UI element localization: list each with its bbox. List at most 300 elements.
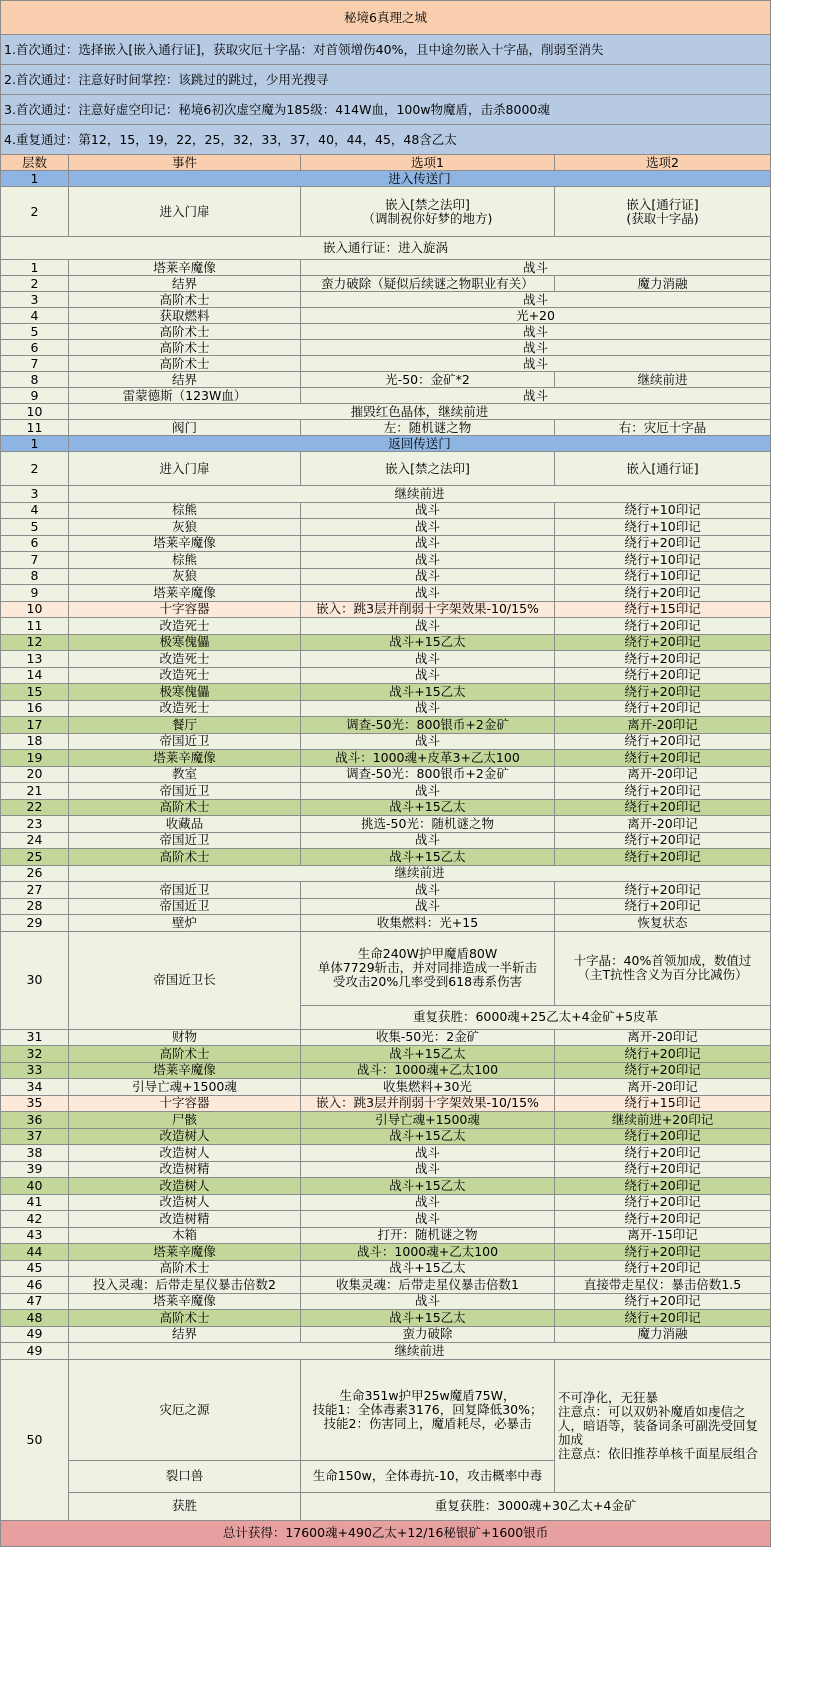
event-cell: 收藏品 [69,816,301,833]
floor-cell: 1 [1,171,69,187]
option1-cell: 战斗 [301,388,771,404]
table-row [1,535,771,552]
table-row [1,585,771,602]
option1-cell: 蛮力破除（疑似后续谜之物职业有关） [301,276,555,292]
table-row [1,915,771,932]
floor-cell: 15 [1,684,69,701]
event-cell: 改造树人 [69,1194,301,1211]
floor-cell: 44 [1,1244,69,1261]
option1-cell: 战斗 [301,340,771,356]
portal-enter-label: 进入传送门 [69,171,771,187]
event-cell: 高阶术士 [69,1310,301,1327]
event-cell: 帝国近卫 [69,898,301,915]
table-row [1,1211,771,1228]
table-row [1,766,771,783]
boss-row-source [1,1359,771,1460]
event-cell: 继续前进 [69,1343,771,1360]
option1-cell: 战斗：1000魂+乙太100 [301,1244,555,1261]
note-2: 2.首次通过：注意好时间掌控：该跳过的跳过，少用光搜寻 [1,65,771,95]
event-cell: 壁炉 [69,915,301,932]
option2-cell: 绕行+20印记 [555,832,771,849]
option1-cell: 打开：随机谜之物 [301,1227,555,1244]
event-cell: 获胜 [69,1492,301,1520]
table-row [1,799,771,816]
floor-cell: 12 [1,634,69,651]
option1-cell: 战斗 [301,667,555,684]
option2-cell: 绕行+10印记 [555,552,771,569]
table-row [1,404,771,420]
event-cell: 结界 [69,1326,301,1343]
table-row [1,276,771,292]
event-cell: 塔莱辛魔像 [69,750,301,767]
table-row [1,1227,771,1244]
option1-cell: 战斗 [301,1211,555,1228]
table-row [1,292,771,308]
floor-cell: 1 [1,436,69,452]
option1-cell: 战斗 [301,700,555,717]
floor-cell: 11 [1,618,69,635]
option2-cell: 继续前进+20印记 [555,1112,771,1129]
option2-cell: 绕行+20印记 [555,733,771,750]
floor-cell: 3 [1,486,69,503]
option1-cell: 战斗+15乙太 [301,1178,555,1195]
option1-cell: 战斗 [301,292,771,308]
option2-cell: 绕行+20印记 [555,849,771,866]
option2-cell: 绕行+20印记 [555,898,771,915]
boss-stats: 生命351w护甲25w魔盾75W， 技能1：全体毒素3176，回复降低30%； 技能2：伤害同上，魔盾耗尽，必暴击 [301,1359,555,1460]
floor-cell: 36 [1,1112,69,1129]
table-row [1,1079,771,1096]
floor-cell: 41 [1,1194,69,1211]
event-cell: 极寒傀儡 [69,634,301,651]
floor-cell: 2 [1,187,69,237]
floor-cell: 4 [1,308,69,324]
table-row [1,420,771,436]
event-cell: 改造树精 [69,1211,301,1228]
floor-cell: 13 [1,651,69,668]
option2-cell: 魔力消融 [555,276,771,292]
option2-cell: 绕行+20印记 [555,783,771,800]
floor-cell: 18 [1,733,69,750]
option1-cell: 战斗 [301,1194,555,1211]
table-row [1,1343,771,1360]
event-cell: 塔莱辛魔像 [69,585,301,602]
floor-cell: 42 [1,1211,69,1228]
event-cell: 灰狼 [69,519,301,536]
option1-cell: 战斗：1000魂+皮革3+乙太100 [301,750,555,767]
option2-cell: 离开-20印记 [555,1079,771,1096]
floor-cell: 50 [1,1359,69,1520]
floor-cell: 8 [1,372,69,388]
option2-cell: 绕行+10印记 [555,502,771,519]
option2-cell: 继续前进 [555,372,771,388]
floor-cell: 20 [1,766,69,783]
floor-cell: 16 [1,700,69,717]
option1-cell: 战斗 [301,324,771,340]
boss-reward-row [1,1492,771,1520]
floor-cell: 5 [1,519,69,536]
option2-cell: 绕行+20印记 [555,634,771,651]
floor-cell: 3 [1,292,69,308]
table-row [1,1326,771,1343]
event-cell: 阀门 [69,420,301,436]
boss-reward: 重复获胜：3000魂+30乙太+4金矿 [301,1492,771,1520]
option2-cell: 绕行+20印记 [555,651,771,668]
event-cell: 塔莱辛魔像 [69,260,301,276]
option1-cell: 战斗 [301,585,555,602]
event-cell: 棕熊 [69,552,301,569]
floor-cell: 8 [1,568,69,585]
option1-cell: 嵌入：跳3层并削弱十字架效果-10/15% [301,601,555,618]
option2-cell: 右：灾厄十字晶 [555,420,771,436]
floor-cell: 31 [1,1029,69,1046]
floor-cell: 11 [1,420,69,436]
boss-reward: 重复获胜：6000魂+25乙太+4金矿+5皮革 [301,1005,771,1029]
option1-cell: 光+20 [301,308,771,324]
header-option2: 选项2 [555,155,771,171]
floor-cell: 17 [1,717,69,734]
option2-cell: 绕行+15印记 [555,601,771,618]
floor-cell: 28 [1,898,69,915]
event-cell: 改造树人 [69,1128,301,1145]
note-4: 4.重复通过：第12，15，19，22，25，32，33，37，40，44，45，48含乙太 [1,125,771,155]
event-cell: 财物 [69,1029,301,1046]
option2-cell: 绕行+20印记 [555,1128,771,1145]
option2-cell: 绕行+20印记 [555,618,771,635]
event-cell: 帝国近卫 [69,783,301,800]
floor-cell: 19 [1,750,69,767]
floor-cell: 2 [1,452,69,486]
option1-cell: 收集灵魂：后带走星仪暴击倍数1 [301,1277,555,1294]
floor-cell: 1 [1,260,69,276]
option2-cell: 绕行+20印记 [555,667,771,684]
event-cell: 摧毁红色晶体，继续前进 [69,404,771,420]
boss-name: 裂口兽 [69,1460,301,1492]
event-cell: 高阶术士 [69,849,301,866]
boss-stats: 生命240W护甲魔盾80W 单体7729斩击，并对同排造成一半斩击 受攻击20%几率受到618毒系伤害 [301,931,555,1005]
option1-cell: 战斗+15乙太 [301,1046,555,1063]
table-row [1,1293,771,1310]
table-row [1,898,771,915]
option2-cell: 绕行+10印记 [555,519,771,536]
event-cell: 木箱 [69,1227,301,1244]
event-cell: 帝国近卫 [69,832,301,849]
floor-cell: 9 [1,388,69,404]
option1-cell: 左：随机谜之物 [301,420,555,436]
table-row [1,1046,771,1063]
event-cell: 改造树精 [69,1161,301,1178]
header-floor: 层数 [1,155,69,171]
floor-cell: 29 [1,915,69,932]
floor-cell: 26 [1,865,69,882]
event-cell: 帝国近卫 [69,882,301,899]
table-row [1,1260,771,1277]
event-cell: 改造死士 [69,618,301,635]
option1-cell: 引导亡魂+1500魂 [301,1112,555,1129]
table-row [1,1161,771,1178]
event-cell: 餐厅 [69,717,301,734]
floor-cell: 48 [1,1310,69,1327]
table-row [1,1277,771,1294]
table-row [1,1029,771,1046]
option2-cell: 绕行+20印记 [555,1260,771,1277]
table-row [1,260,771,276]
table-row [1,1128,771,1145]
table-row [1,372,771,388]
option1-cell: 战斗 [301,651,555,668]
option1-cell: 战斗 [301,1161,555,1178]
event-cell: 改造树人 [69,1178,301,1195]
option1-cell: 光-50：金矿*2 [301,372,555,388]
event-cell: 塔莱辛魔像 [69,1293,301,1310]
option1-cell: 战斗 [301,1145,555,1162]
event-cell: 塔莱辛魔像 [69,1062,301,1079]
option2-cell: 绕行+20印记 [555,1211,771,1228]
option2-cell: 绕行+15印记 [555,1095,771,1112]
total-row [1,1520,771,1546]
option1-cell: 战斗+15乙太 [301,1260,555,1277]
table-row [1,340,771,356]
option2-cell: 绕行+20印记 [555,799,771,816]
table-row [1,667,771,684]
option1-cell: 收集燃料+30光 [301,1079,555,1096]
floor-cell: 7 [1,356,69,372]
column-header-row [1,155,771,171]
floor-cell: 7 [1,552,69,569]
event-cell: 棕熊 [69,502,301,519]
option2-cell: 离开-20印记 [555,766,771,783]
floor-cell: 49 [1,1343,69,1360]
table-row [1,849,771,866]
floor-cell: 38 [1,1145,69,1162]
portal-return-label: 返回传送门 [69,436,771,452]
option2-cell: 绕行+10印记 [555,568,771,585]
option1-cell: 战斗 [301,568,555,585]
event-cell: 教室 [69,766,301,783]
option1-cell: 调查-50光：800银币+2金矿 [301,766,555,783]
option2-cell: 绕行+20印记 [555,1178,771,1195]
table-row [1,519,771,536]
floor-cell: 14 [1,667,69,684]
option1-cell: 战斗+15乙太 [301,1128,555,1145]
event-cell: 引导亡魂+1500魂 [69,1079,301,1096]
note-3: 3.首次通过：注意好虚空印记：秘境6初次虚空魔为185级：414W血，100w物魔盾，击杀8000魂 [1,95,771,125]
option1-cell: 蛮力破除 [301,1326,555,1343]
floor-cell: 40 [1,1178,69,1195]
option2-cell: 绕行+20印记 [555,535,771,552]
floor-cell: 30 [1,931,69,1029]
floor-cell: 45 [1,1260,69,1277]
floor-cell: 46 [1,1277,69,1294]
floor-cell: 27 [1,882,69,899]
table-row [1,832,771,849]
option1-cell: 战斗+15乙太 [301,684,555,701]
event-cell: 高阶术士 [69,340,301,356]
floor-cell: 39 [1,1161,69,1178]
table-row [1,388,771,404]
option1-cell: 战斗 [301,260,771,276]
option1-cell: 收集燃料：光+15 [301,915,555,932]
event-cell: 结界 [69,276,301,292]
event-cell: 高阶术士 [69,1260,301,1277]
floor-cell: 2 [1,276,69,292]
event-cell: 高阶术士 [69,799,301,816]
floor-cell: 33 [1,1062,69,1079]
option2-cell: 魔力消融 [555,1326,771,1343]
option2-cell: 离开-20印记 [555,717,771,734]
event-cell: 灰狼 [69,568,301,585]
option2-cell: 恢复状态 [555,915,771,932]
portal-enter-row [1,171,771,187]
option1-cell: 战斗 [301,898,555,915]
event-cell: 改造死士 [69,700,301,717]
option2-cell: 绕行+20印记 [555,1161,771,1178]
boss-notes: 十字晶：40%首领加成，数值过 （主T抗性含义为百分比减伤） [555,931,771,1005]
floor-cell: 34 [1,1079,69,1096]
table-row [1,308,771,324]
option1-cell: 挑选-50光：随机谜之物 [301,816,555,833]
option2-cell: 绕行+20印记 [555,882,771,899]
path-row [1,237,771,260]
table-row [1,618,771,635]
floor-cell: 4 [1,502,69,519]
floor-cell: 5 [1,324,69,340]
boss-name: 帝国近卫长 [69,931,301,1029]
event-cell: 高阶术士 [69,324,301,340]
event-cell: 尸骸 [69,1112,301,1129]
option2-cell: 嵌入[通行证] (获取十字晶) [555,187,771,237]
table-row [1,356,771,372]
event-cell: 高阶术士 [69,292,301,308]
option1-cell: 嵌入[禁之法印] [301,452,555,486]
path-label: 嵌入通行证：进入旋涡 [1,237,771,260]
event-cell: 十字容器 [69,601,301,618]
option2-cell: 离开-20印记 [555,816,771,833]
table-row [1,324,771,340]
table-row [1,601,771,618]
table-row [1,1244,771,1261]
floor-cell: 23 [1,816,69,833]
table-row [1,1194,771,1211]
floor-cell: 49 [1,1326,69,1343]
option1-cell: 战斗 [301,832,555,849]
boss-row-imperial-captain [1,931,771,1005]
boss-name: 灾厄之源 [69,1359,301,1460]
option1-cell: 战斗 [301,618,555,635]
event-cell: 塔莱辛魔像 [69,1244,301,1261]
option2-cell: 绕行+20印记 [555,1062,771,1079]
floor-cell: 32 [1,1046,69,1063]
option1-cell: 战斗 [301,783,555,800]
option2-cell: 绕行+20印记 [555,585,771,602]
event-cell: 高阶术士 [69,356,301,372]
option2-cell: 绕行+20印记 [555,684,771,701]
portal-return-row [1,436,771,452]
total-summary: 总计获得：17600魂+490乙太+12/16秘银矿+1600银币 [1,1520,771,1546]
table-row [1,1310,771,1327]
floor-cell: 10 [1,601,69,618]
table-row [1,552,771,569]
door-row [1,452,771,486]
floor-cell: 9 [1,585,69,602]
table-row [1,1112,771,1129]
boss-notes: 不可净化，无狂暴 注意点：可以双奶补魔盾如虔信之人，暗语等，装备词条可副洗受回复加成 注意点：依旧推荐单核千面星辰组合 [555,1359,771,1492]
option2-cell: 绕行+20印记 [555,1310,771,1327]
table-row [1,1095,771,1112]
option1-cell: 战斗+15乙太 [301,799,555,816]
floor-cell: 21 [1,783,69,800]
option1-cell: 战斗+15乙太 [301,1310,555,1327]
header-option1: 选项1 [301,155,555,171]
floor-cell: 43 [1,1227,69,1244]
event-cell: 改造死士 [69,667,301,684]
option1-cell: 战斗+15乙太 [301,849,555,866]
option2-cell: 直接带走星仪：暴击倍数1.5 [555,1277,771,1294]
table-row [1,865,771,882]
event-cell: 高阶术士 [69,1046,301,1063]
event-cell: 塔莱辛魔像 [69,535,301,552]
table-row [1,750,771,767]
event-cell: 改造死士 [69,651,301,668]
option1-cell: 调查-50光：800银币+2金矿 [301,717,555,734]
option1-cell: 战斗：1000魂+乙太100 [301,1062,555,1079]
option2-cell: 离开-15印记 [555,1227,771,1244]
table-row [1,882,771,899]
option1-cell: 战斗 [301,519,555,536]
event-cell: 进入门扉 [69,187,301,237]
event-cell: 帝国近卫 [69,733,301,750]
option2-cell: 绕行+20印记 [555,1194,771,1211]
option2-cell: 绕行+20印记 [555,750,771,767]
table-row [1,1178,771,1195]
option1-cell: 战斗 [301,1293,555,1310]
table-row [1,816,771,833]
option2-cell: 绕行+20印记 [555,1046,771,1063]
option1-cell: 战斗+15乙太 [301,634,555,651]
table-row [1,651,771,668]
table-row [1,733,771,750]
table-row [1,1145,771,1162]
event-cell: 投入灵魂：后带走星仪暴击倍数2 [69,1277,301,1294]
event-cell: 进入门扉 [69,452,301,486]
table-row [1,700,771,717]
floor-cell: 6 [1,340,69,356]
option1-cell: 嵌入[禁之法印] （调制祝你好梦的地方) [301,187,555,237]
option1-cell: 嵌入：跳3层并削弱十字架效果-10/15% [301,1095,555,1112]
page-title: 秘境6真理之城 [1,1,771,35]
option2-cell: 绕行+20印记 [555,1145,771,1162]
event-cell: 十字容器 [69,1095,301,1112]
table-row [1,634,771,651]
table-row [1,1062,771,1079]
note-1: 1.首次通过：选择嵌入[嵌入通行证]，获取灾厄十字晶：对首领增伤40%，且中途勿嵌入十字晶，削弱至消失 [1,35,771,65]
table-row [1,684,771,701]
option2-cell: 离开-20印记 [555,1029,771,1046]
floor-cell: 25 [1,849,69,866]
event-cell: 结界 [69,372,301,388]
option2-cell: 绕行+20印记 [555,1244,771,1261]
option2-cell: 绕行+20印记 [555,1293,771,1310]
option1-cell: 战斗 [301,535,555,552]
option1-cell: 战斗 [301,502,555,519]
table-row [1,568,771,585]
table-row [1,783,771,800]
door-row [1,187,771,237]
option1-cell: 战斗 [301,552,555,569]
floor-cell: 37 [1,1128,69,1145]
option1-cell: 战斗 [301,882,555,899]
floor-cell: 47 [1,1293,69,1310]
